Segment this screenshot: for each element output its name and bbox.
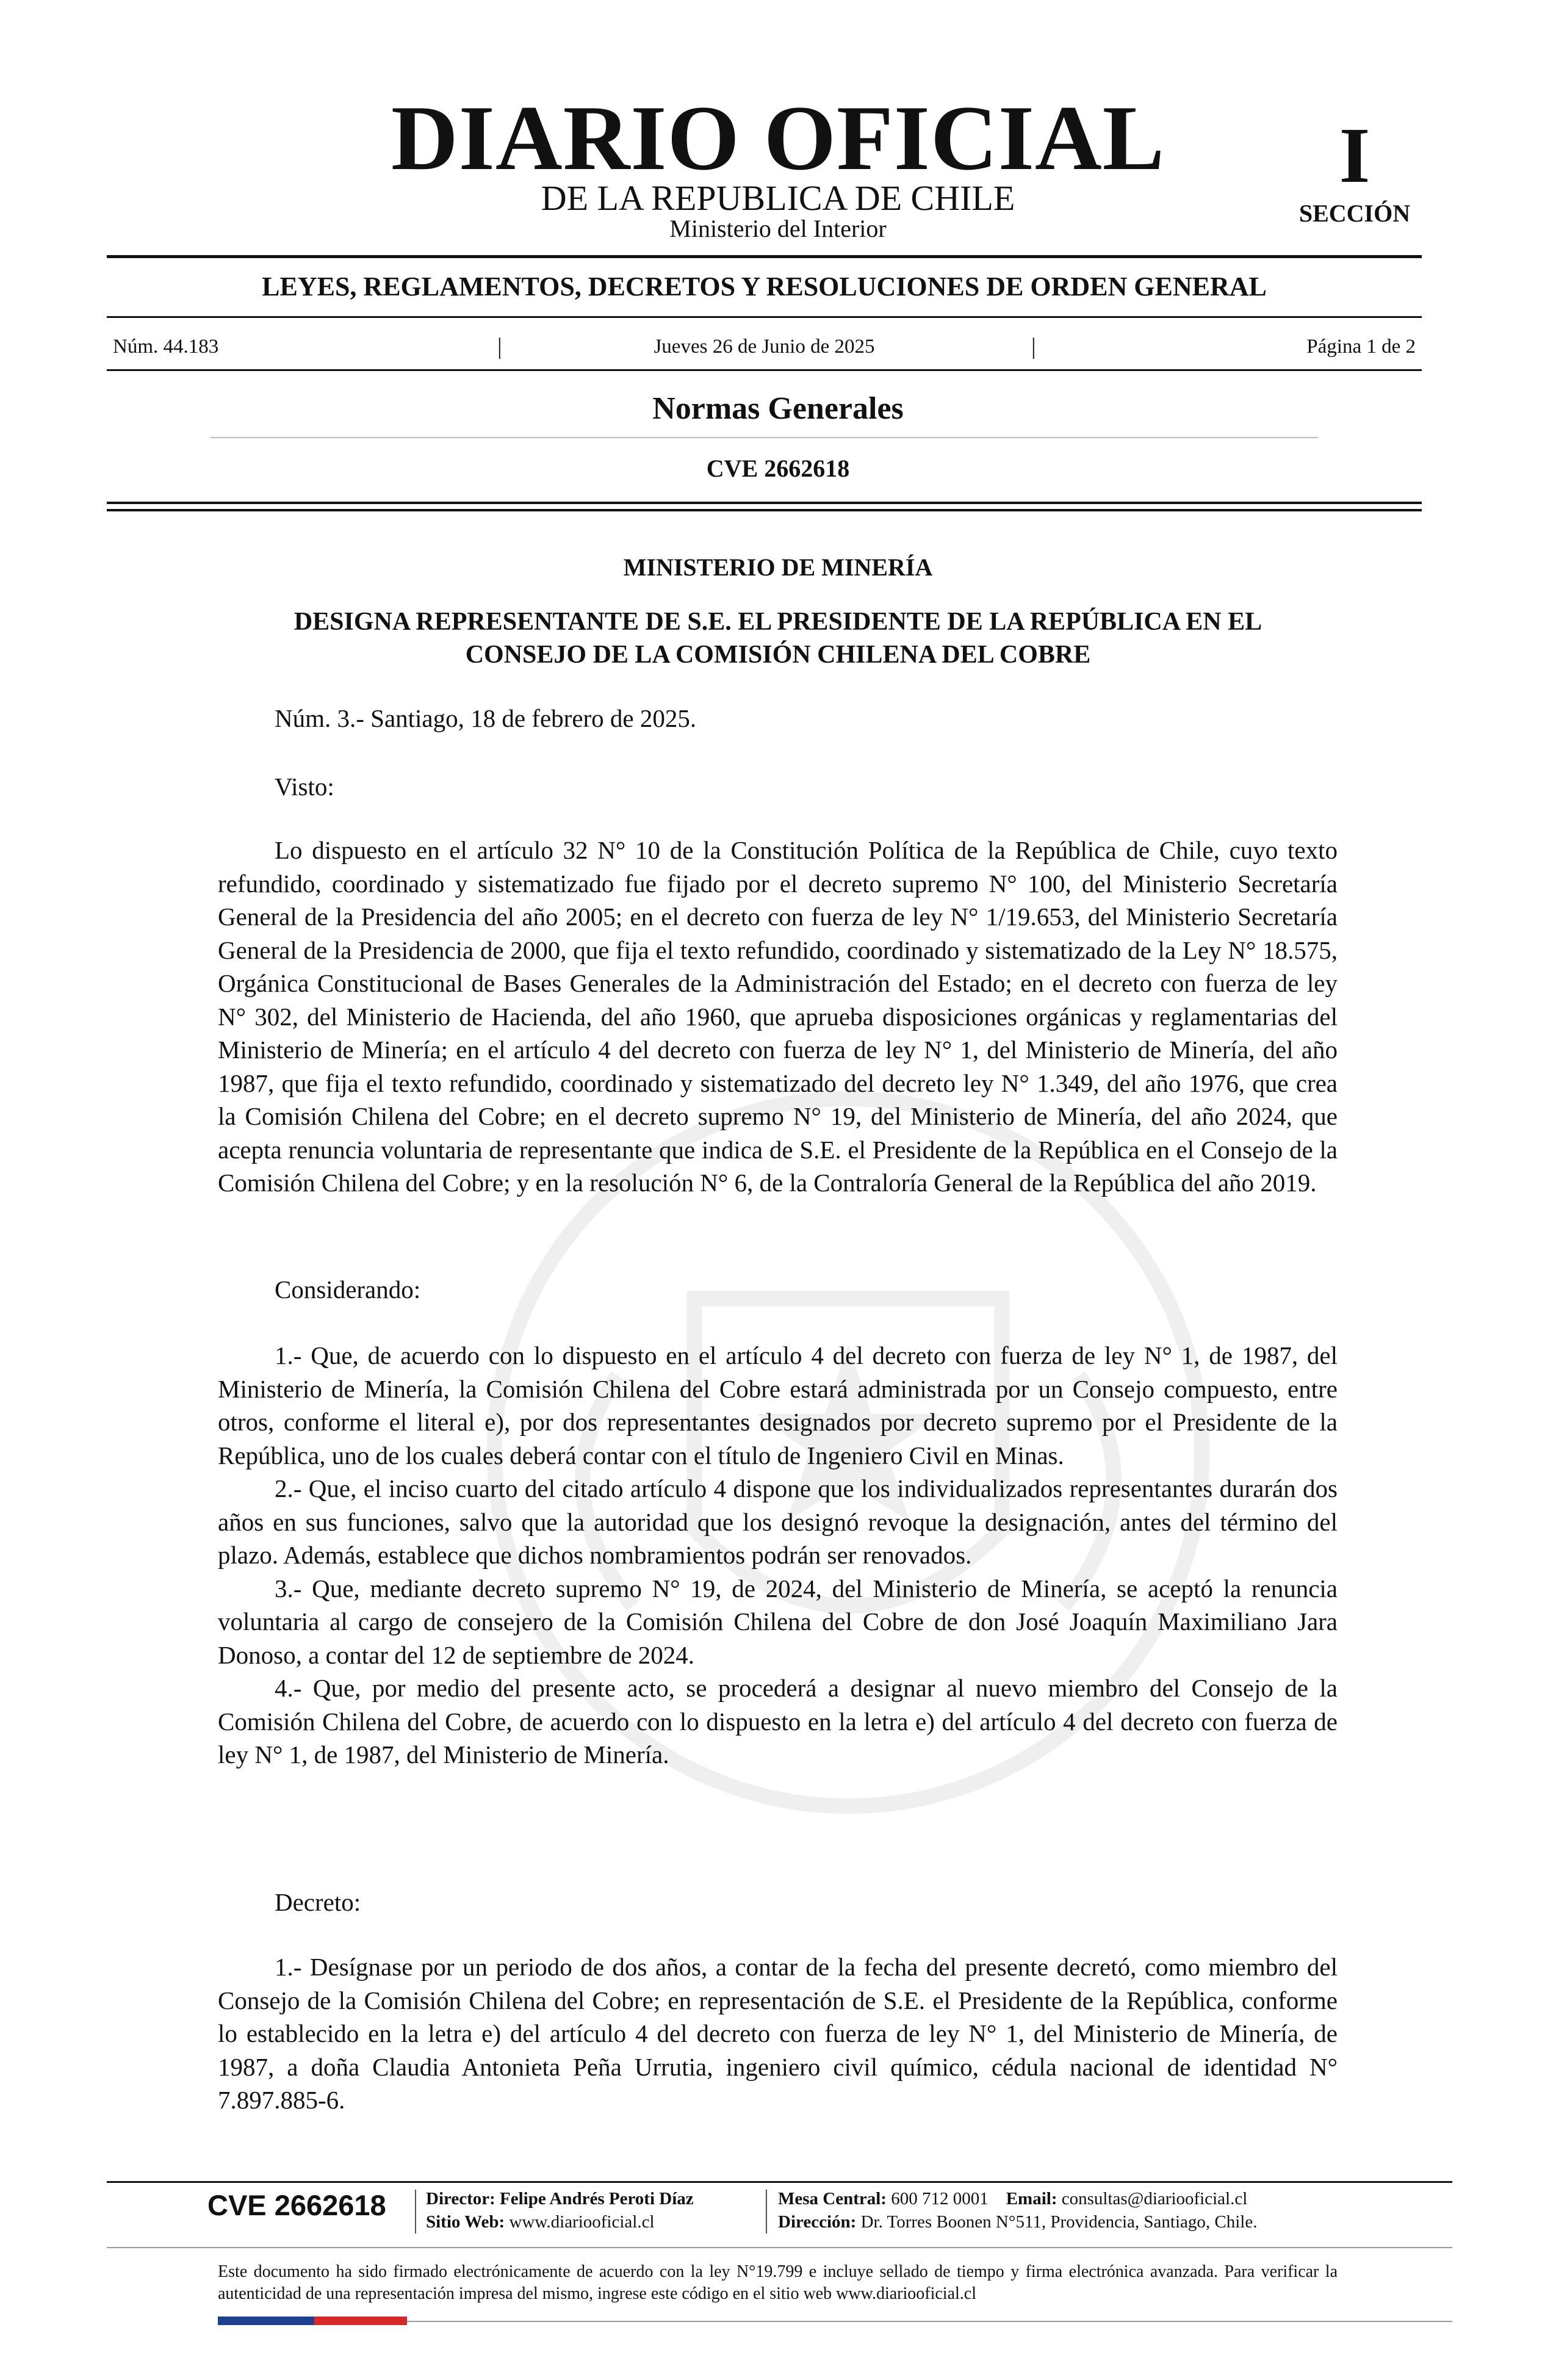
document-title: [201, 605, 1355, 671]
decreto-paragraph: [218, 1950, 1338, 2117]
issue-page: Página 1 de 2: [1306, 336, 1416, 358]
footer-legal-text: Este documento ha sido firmado electrónicamente de acuerdo con la ley N°19.799 e incluye sellado de tiempo y firma electrónica avanzada. Para verificar la autenticidad de una representación impresa del mismo, ingrese este código en el sitio web www.diariooficial.cl: [218, 2262, 1338, 2303]
considerando-item: 1.- Que, de acuerdo con lo dispuesto en el artículo 4 del decreto con fuerza de ley N° 1, de 1987, del Ministerio de Minería, la Comisión Chilena del Cobre estará administrada por un Consejo compuesto, entre otros, conforme el literal e), por dos representantes designados por decreto supremo por el Presidente de la República, uno de los cuales deberá contar con el título de Ingeniero Civil en Minas.: [218, 1341, 1338, 1469]
email-label: Email:: [1006, 2189, 1057, 2209]
visto-heading-text: Visto:: [275, 773, 334, 801]
director-name: Felipe Andrés Peroti Díaz: [500, 2189, 694, 2209]
considerandos: [218, 1339, 1338, 1772]
document-ministry: MINISTERIO DE MINERÍA: [623, 554, 933, 581]
visto-heading: [275, 770, 885, 804]
decreto-text: 1.- Desígnase por un periodo de dos años, a contar de la fecha del presente decretó, como miembro del Consejo de la Comisión Chilena del Cobre; en representación de S.E. el Presidente de la República, conforme lo establecido en la letra e) del artículo 4 del decreto con fuerza de ley N° 1, del Ministerio de Minería, de 1987, a doña Claudia Antonieta Peña Urrutia, ingeniero civil químico, cédula nacional de identidad N° 7.897.885-6.: [218, 1953, 1338, 2114]
document-title-line: DESIGNA REPRESENTANTE DE S.E. EL PRESIDENTE DE LA REPÚBLICA EN EL: [294, 608, 1262, 636]
masthead-ministry: Ministerio del Interior: [669, 215, 887, 242]
section-title: Normas Generales: [652, 391, 904, 426]
direccion-label: Dirección:: [778, 2212, 857, 2232]
flag-stripe-line: [407, 2321, 1452, 2322]
issue-separator: |: [497, 334, 502, 359]
direccion-value: Dr. Torres Boonen N°511, Providencia, Santiago, Chile.: [860, 2212, 1258, 2232]
issue-rule: [107, 369, 1422, 371]
banner: LEYES, REGLAMENTOS, DECRETOS Y RESOLUCIONES DE ORDEN GENERAL: [262, 272, 1267, 301]
masthead-rule: [107, 255, 1422, 258]
cve-rule-bottom: [107, 509, 1422, 511]
mesa-value: 600 712 0001: [891, 2189, 989, 2209]
footer-director-block: [426, 2187, 792, 2234]
flag-stripe-red: [314, 2317, 407, 2325]
flag-stripe-blue: [218, 2317, 314, 2325]
web-label: Sitio Web:: [426, 2212, 505, 2232]
section-title-underline: [211, 437, 1318, 438]
decreto-heading: [275, 1886, 885, 1919]
decree-number: [275, 702, 1312, 735]
banner-rule: [107, 316, 1422, 318]
decree-number-text: Núm. 3.- Santiago, 18 de febrero de 2025.: [275, 704, 697, 732]
visto-paragraph: [218, 834, 1338, 1200]
web-link[interactable]: www.diariooficial.cl: [509, 2212, 655, 2232]
considerando-item: 2.- Que, el inciso cuarto del citado artículo 4 dispone que los individualizados representantes durarán dos años en sus funciones, salvo que la autoridad que los designó revoque la designación, antes del término del plazo. Además, establece que dichos nombramientos podrán ser renovados.: [218, 1474, 1338, 1569]
document-title-line: CONSEJO DE LA COMISIÓN CHILENA DEL COBRE: [465, 641, 1091, 669]
director-label: Director:: [426, 2189, 495, 2209]
footer-divider: [415, 2190, 416, 2234]
footer-rule: [107, 2181, 1452, 2183]
decreto-heading-text: Decreto:: [275, 1888, 361, 1916]
masthead-subtitle: DE LA REPUBLICA DE CHILE: [541, 178, 1015, 218]
mesa-label: Mesa Central:: [778, 2189, 887, 2209]
issue-date: Jueves 26 de Junio de 2025: [654, 336, 875, 358]
considerando-heading: [275, 1273, 885, 1307]
footer-contact-block: [778, 2187, 1388, 2234]
considerando-item: 3.- Que, mediante decreto supremo N° 19, de 2024, del Ministerio de Minería, se aceptó la renuncia voluntaria al cargo de consejero de la Comisión Chilena del Cobre de don José Joaquín Maximiliano Jara Donoso, a contar del 12 de septiembre de 2024.: [218, 1574, 1338, 1669]
masthead-title: DIARIO OFICIAL: [391, 87, 1165, 189]
issue-separator: |: [1031, 334, 1036, 359]
section-label: SECCIÓN: [1298, 200, 1411, 227]
issue-number: Núm. 44.183: [113, 336, 219, 358]
considerando-heading-text: Considerando:: [275, 1275, 421, 1304]
footer-cve: CVE 2662618: [207, 2189, 386, 2221]
cve-rule-top: [107, 502, 1422, 504]
cve-heading: CVE 2662618: [706, 455, 850, 482]
email-link[interactable]: consultas@diariooficial.cl: [1061, 2189, 1248, 2209]
footer-divider: [766, 2190, 767, 2234]
footer-rule-thin: [107, 2247, 1452, 2248]
issue-row: [113, 334, 1416, 361]
visto-text: Lo dispuesto en el artículo 32 N° 10 de la Constitución Política de la República de Chile, cuyo texto refundido, coordinado y sistematizado fue fijado por el decreto supremo N° 100, del Ministerio Secretaría General de la Presidencia del año 2005; en el decreto con fuerza de ley N° 1/19.653, del Ministerio Secretaría General de la Presidencia de 2000, que fija el texto refundido, coordinado y sistematizado de la Ley N° 18.575, Orgánica Constitucional de Bases Generales de la Administración del Estado; en el decreto con fuerza de ley N° 302, del Ministerio de Hacienda, del año 1960, que aprueba disposiciones orgánicas y reglamentarias del Ministerio de Minería; en el artículo 4 del decreto con fuerza de ley N° 1, del Ministerio de Minería, del año 1987, que fija el texto refundido, coordinado y sistematizado del decreto ley N° 1.349, del año 1976, que crea la Comisión Chilena del Cobre; en el decreto supremo N° 19, del Ministerio de Minería, del año 2024, que acepta renuncia voluntaria de representante que indica de S.E. el Presidente de la República en el Consejo de la Comisión Chilena del Cobre; y en la resolución N° 6, de la Contraloría General de la República del año 2019.: [218, 836, 1338, 1197]
section-numeral: I: [1339, 112, 1371, 200]
considerando-item: 4.- Que, por medio del presente acto, se procederá a designar al nuevo miembro del Consejo de la Comisión Chilena del Cobre, de acuerdo con lo dispuesto en la letra e) del artículo 4 del decreto con fuerza de ley N° 1, de 1987, del Ministerio de Minería.: [218, 1674, 1338, 1769]
